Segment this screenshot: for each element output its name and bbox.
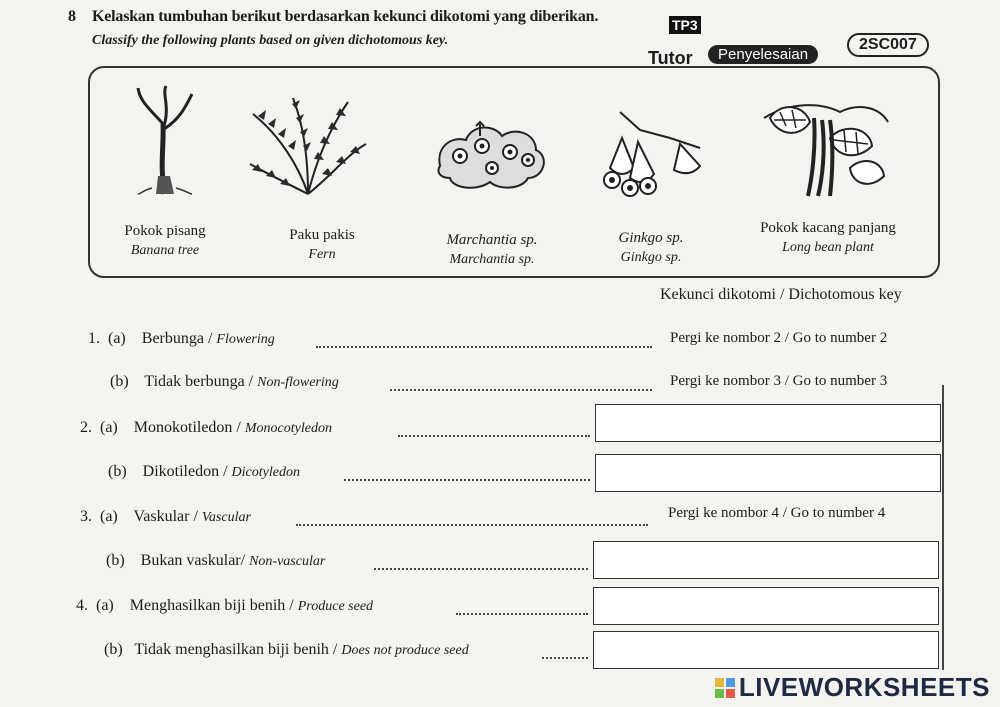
key-text-ms: Dikotiledon / <box>142 463 232 480</box>
plant-name-ms: Paku pakis <box>289 227 355 243</box>
brand-name: LIVEWORKSHEETS <box>738 672 990 702</box>
fern-illustration <box>248 94 368 196</box>
plant-name-en: Banana tree <box>130 243 200 258</box>
key-text-ms: Vaskular / <box>133 508 202 525</box>
key-row-2a <box>80 419 332 437</box>
dotted-leader <box>390 389 652 391</box>
key-text-en: Produce seed <box>297 599 374 614</box>
key-text-en: Vascular <box>201 510 251 525</box>
dotted-leader <box>374 568 588 570</box>
key-result: Pergi ke nombor 2 / Go to number 2 <box>670 330 888 346</box>
answer-input-4b[interactable] <box>593 631 939 669</box>
plant-fern <box>262 225 382 265</box>
plant-name-en: Long bean plant <box>782 240 874 255</box>
liveworksheets-logo-icon <box>715 678 735 698</box>
answer-input-2b[interactable] <box>595 454 941 492</box>
plant-name-en: Marchantia sp. <box>449 252 535 267</box>
plant-name-ms: Ginkgo sp. <box>618 230 684 246</box>
question-code: 2SC007 <box>847 33 929 57</box>
plant-banana <box>100 221 230 261</box>
key-row-3b <box>106 552 325 570</box>
key-result: Pergi ke nombor 3 / Go to number 3 <box>670 373 888 389</box>
dotted-leader <box>344 479 590 481</box>
plant-name-ms: Pokok pisang <box>124 223 206 239</box>
key-number: 1. <box>88 330 100 347</box>
banana-tree-illustration <box>130 84 200 196</box>
plant-name-en: Fern <box>308 247 336 262</box>
key-number: 2. <box>80 419 92 436</box>
dotted-leader <box>456 613 588 615</box>
key-row-2b <box>108 463 300 481</box>
key-heading: Kekunci dikotomi / Dichotomous key <box>660 286 902 303</box>
key-text-ms: Berbunga / <box>141 330 217 347</box>
key-sub: (a) <box>96 597 114 614</box>
key-number: 4. <box>76 597 88 614</box>
plant-ginkgo <box>596 228 706 268</box>
answer-input-2a[interactable] <box>595 404 941 442</box>
key-sub: (a) <box>108 330 126 347</box>
brand-watermark <box>715 672 990 703</box>
plant-long-bean <box>728 218 928 258</box>
key-text-ms: Bukan vaskular/ <box>140 552 250 569</box>
key-text-ms: Tidak menghasilkan biji benih / <box>134 641 342 658</box>
key-sub: (b) <box>110 373 129 390</box>
tutor-label: Tutor <box>648 48 693 68</box>
plant-name-en: Ginkgo sp. <box>620 250 682 265</box>
key-row-4a <box>76 597 373 615</box>
key-sub: (b) <box>106 552 125 569</box>
key-result: Pergi ke nombor 4 / Go to number 4 <box>668 505 886 521</box>
level-badge: TP3 <box>669 16 701 34</box>
dotted-leader <box>316 346 652 348</box>
key-sub: (b) <box>108 463 127 480</box>
plant-name-ms: Pokok kacang panjang <box>760 220 896 236</box>
key-text-en: Dicotyledon <box>231 465 300 480</box>
key-text-ms: Tidak berbunga / <box>144 373 258 390</box>
key-sub: (a) <box>100 419 118 436</box>
key-text-en: Non-flowering <box>257 375 339 390</box>
key-row-1b <box>110 373 339 391</box>
solution-badge: Penyelesaian <box>708 45 818 64</box>
key-text-ms: Monokotiledon / <box>133 419 245 436</box>
key-sub: (a) <box>100 508 118 525</box>
question-subtext: Classify the following plants based on given dichotomous key. <box>92 33 449 48</box>
key-text-en: Does not produce seed <box>341 643 469 658</box>
answer-input-3b[interactable] <box>593 541 939 579</box>
ginkgo-illustration <box>600 108 710 202</box>
question-text: Kelaskan tumbuhan berikut berdasarkan kekunci dikotomi yang diberikan. <box>92 8 599 25</box>
key-text-en: Flowering <box>216 332 275 347</box>
marchantia-illustration <box>432 116 552 196</box>
plant-marchantia <box>422 230 562 270</box>
key-row-4b <box>104 641 469 659</box>
key-row-1a <box>88 330 275 348</box>
dotted-leader <box>542 657 588 659</box>
key-sub: (b) <box>104 641 123 658</box>
dotted-leader <box>398 435 590 437</box>
key-row-3a <box>80 508 251 526</box>
question-number: 8 <box>68 8 76 25</box>
key-text-ms: Menghasilkan biji benih / <box>129 597 298 614</box>
dotted-leader <box>296 524 648 526</box>
margin-line <box>942 385 944 670</box>
plant-name-ms: Marchantia sp. <box>446 232 538 248</box>
key-text-en: Monocotyledon <box>244 421 332 436</box>
long-bean-illustration <box>760 98 890 198</box>
answer-input-4a[interactable] <box>593 587 939 625</box>
key-text-en: Non-vascular <box>249 554 326 569</box>
key-number: 3. <box>80 508 92 525</box>
